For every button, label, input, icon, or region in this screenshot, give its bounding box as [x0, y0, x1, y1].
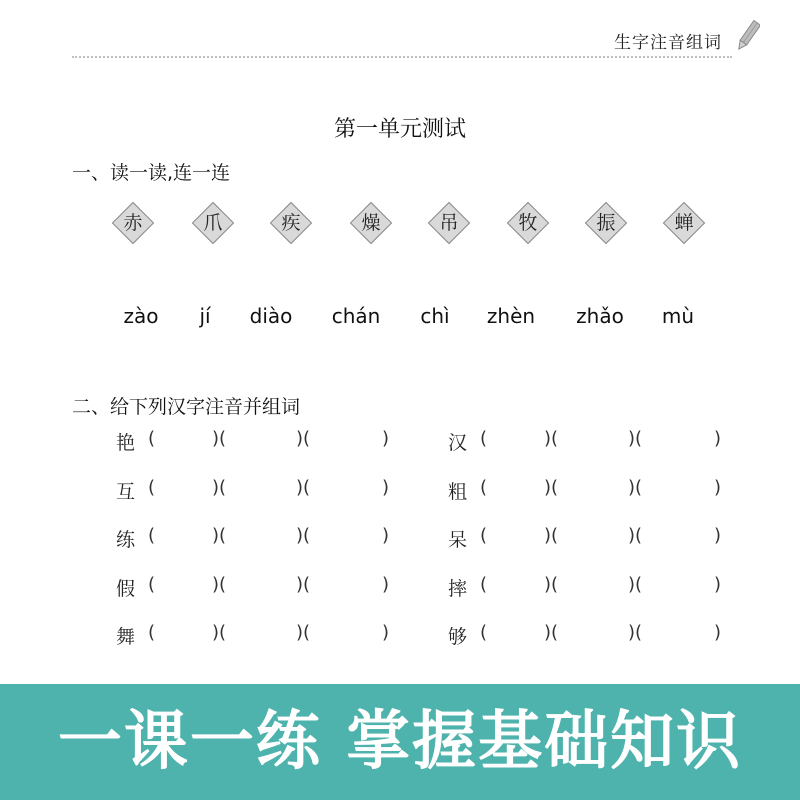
target-character: 粗: [448, 481, 468, 503]
slogan-banner: [0, 684, 800, 800]
answer-blank[interactable]: (: [148, 574, 156, 595]
answer-blank: ): [382, 477, 390, 498]
answer-blank[interactable]: )(: [296, 574, 311, 595]
answer-blank[interactable]: )(: [544, 574, 559, 595]
character-diamond[interactable]: 燥: [348, 200, 394, 246]
answer-blank[interactable]: )(: [296, 622, 311, 643]
answer-blank[interactable]: )(: [212, 622, 227, 643]
pinyin-item[interactable]: zào: [123, 304, 159, 328]
header-tag: 生字注音组词: [614, 33, 722, 53]
answer-blank[interactable]: )(: [628, 477, 643, 498]
answer-blank[interactable]: (: [480, 574, 488, 595]
answer-blank[interactable]: )(: [628, 622, 643, 643]
character-diamond-row: [0, 200, 800, 246]
target-character: 汉: [448, 432, 468, 454]
answer-blank[interactable]: (: [148, 428, 156, 449]
table-row: [0, 574, 800, 610]
character-diamond[interactable]: 振: [583, 200, 629, 246]
target-character: 摔: [448, 578, 468, 600]
section-heading-annotate: 二、给下列汉字注音并组词: [72, 396, 301, 418]
answer-blank[interactable]: )(: [544, 428, 559, 449]
answer-blank[interactable]: )(: [296, 428, 311, 449]
pinyin-item[interactable]: jí: [199, 304, 211, 328]
character-diamond[interactable]: 赤: [110, 200, 156, 246]
character-diamond[interactable]: 吊: [426, 200, 472, 246]
pinyin-item[interactable]: zhèn: [486, 304, 536, 328]
answer-blank[interactable]: (: [148, 622, 156, 643]
target-character: 够: [448, 626, 468, 648]
answer-blank: ): [382, 525, 390, 546]
table-row: [0, 477, 800, 513]
answer-blank: ): [714, 525, 722, 546]
pinyin-row: [0, 304, 800, 334]
table-row: [0, 622, 800, 658]
answer-blank[interactable]: (: [480, 428, 488, 449]
page-title: 第一单元测试: [333, 117, 466, 142]
slogan-text: 一课一练 掌握基础知识: [57, 705, 743, 779]
answer-blank[interactable]: (: [148, 477, 156, 498]
target-character: 呆: [448, 529, 468, 551]
answer-blank[interactable]: )(: [544, 622, 559, 643]
section-heading-connect: 一、读一读,连一连: [72, 162, 231, 184]
answer-blank: ): [714, 477, 722, 498]
answer-blank[interactable]: )(: [296, 525, 311, 546]
answer-blank[interactable]: (: [480, 622, 488, 643]
answer-blank: ): [714, 428, 722, 449]
character-diamond[interactable]: 牧: [505, 200, 551, 246]
answer-blank[interactable]: (: [148, 525, 156, 546]
answer-blank[interactable]: )(: [212, 525, 227, 546]
answer-blank: ): [714, 574, 722, 595]
character-diamond[interactable]: 蝉: [661, 200, 707, 246]
table-row: [0, 428, 800, 464]
answer-blank[interactable]: )(: [544, 525, 559, 546]
answer-blank[interactable]: )(: [212, 574, 227, 595]
answer-blank[interactable]: )(: [296, 477, 311, 498]
answer-blank[interactable]: )(: [212, 477, 227, 498]
answer-blank: ): [382, 574, 390, 595]
target-character: 练: [116, 529, 136, 551]
target-character: 艳: [116, 432, 136, 454]
answer-blank[interactable]: )(: [628, 574, 643, 595]
header-divider: [72, 56, 732, 58]
character-diamond[interactable]: 爪: [190, 200, 236, 246]
pinyin-item[interactable]: chán: [331, 304, 381, 328]
answer-blank[interactable]: (: [480, 477, 488, 498]
pencil-icon: [736, 18, 760, 54]
answer-blank[interactable]: )(: [544, 477, 559, 498]
answer-blank[interactable]: )(: [628, 525, 643, 546]
answer-blank[interactable]: (: [480, 525, 488, 546]
pinyin-item[interactable]: chì: [420, 304, 450, 328]
answer-blank: ): [714, 622, 722, 643]
answer-blank: ): [382, 622, 390, 643]
answer-blank[interactable]: )(: [212, 428, 227, 449]
table-row: [0, 525, 800, 561]
target-character: 假: [116, 578, 136, 600]
pinyin-item[interactable]: diào: [249, 304, 293, 328]
target-character: 舞: [116, 626, 136, 648]
pinyin-item[interactable]: zhǎo: [576, 304, 624, 328]
answer-blank[interactable]: )(: [628, 428, 643, 449]
pinyin-item[interactable]: mù: [661, 304, 695, 328]
target-character: 互: [116, 481, 136, 503]
character-diamond[interactable]: 疾: [268, 200, 314, 246]
answer-blank: ): [382, 428, 390, 449]
